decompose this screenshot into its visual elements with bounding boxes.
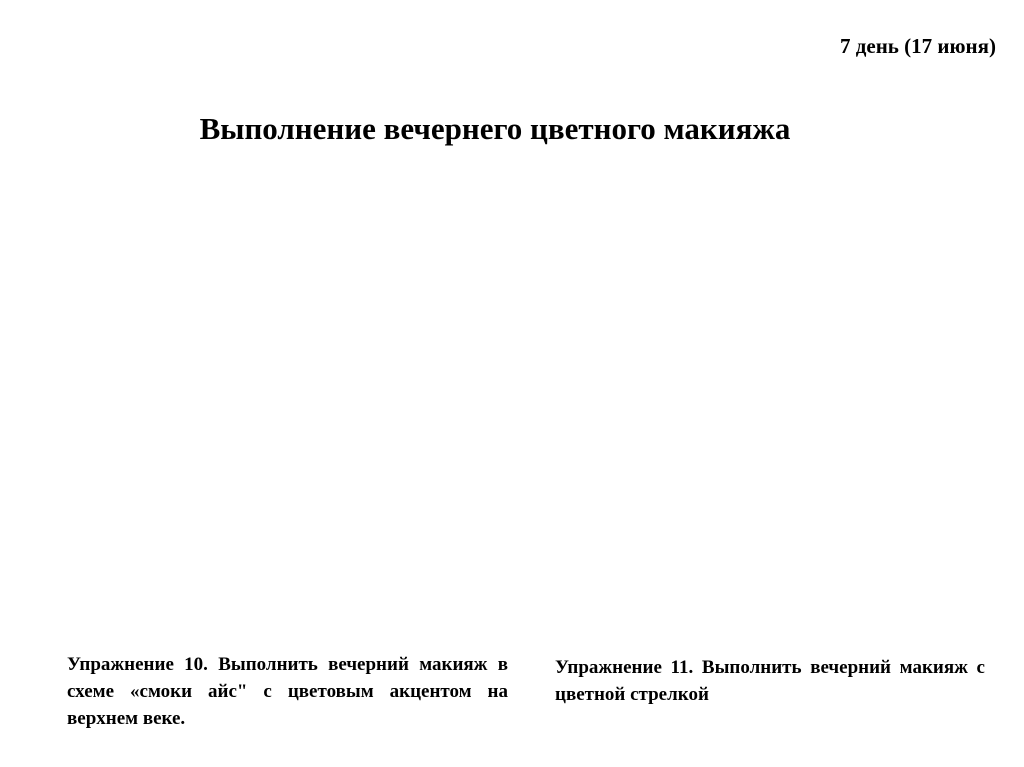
slide-title: Выполнение вечернего цветного макияжа (199, 111, 791, 146)
day-label: 7 день (17 июня) (840, 34, 996, 58)
exercise-10-text: Упражнение 10. Выполнить вечерний макияж в схеме «смоки айс" с цветовым акцентом на верхнем веке. (67, 654, 508, 729)
exercise-11-text: Упражнение 11. Выполнить вечерний макияж с цветной стрелкой (555, 657, 985, 705)
